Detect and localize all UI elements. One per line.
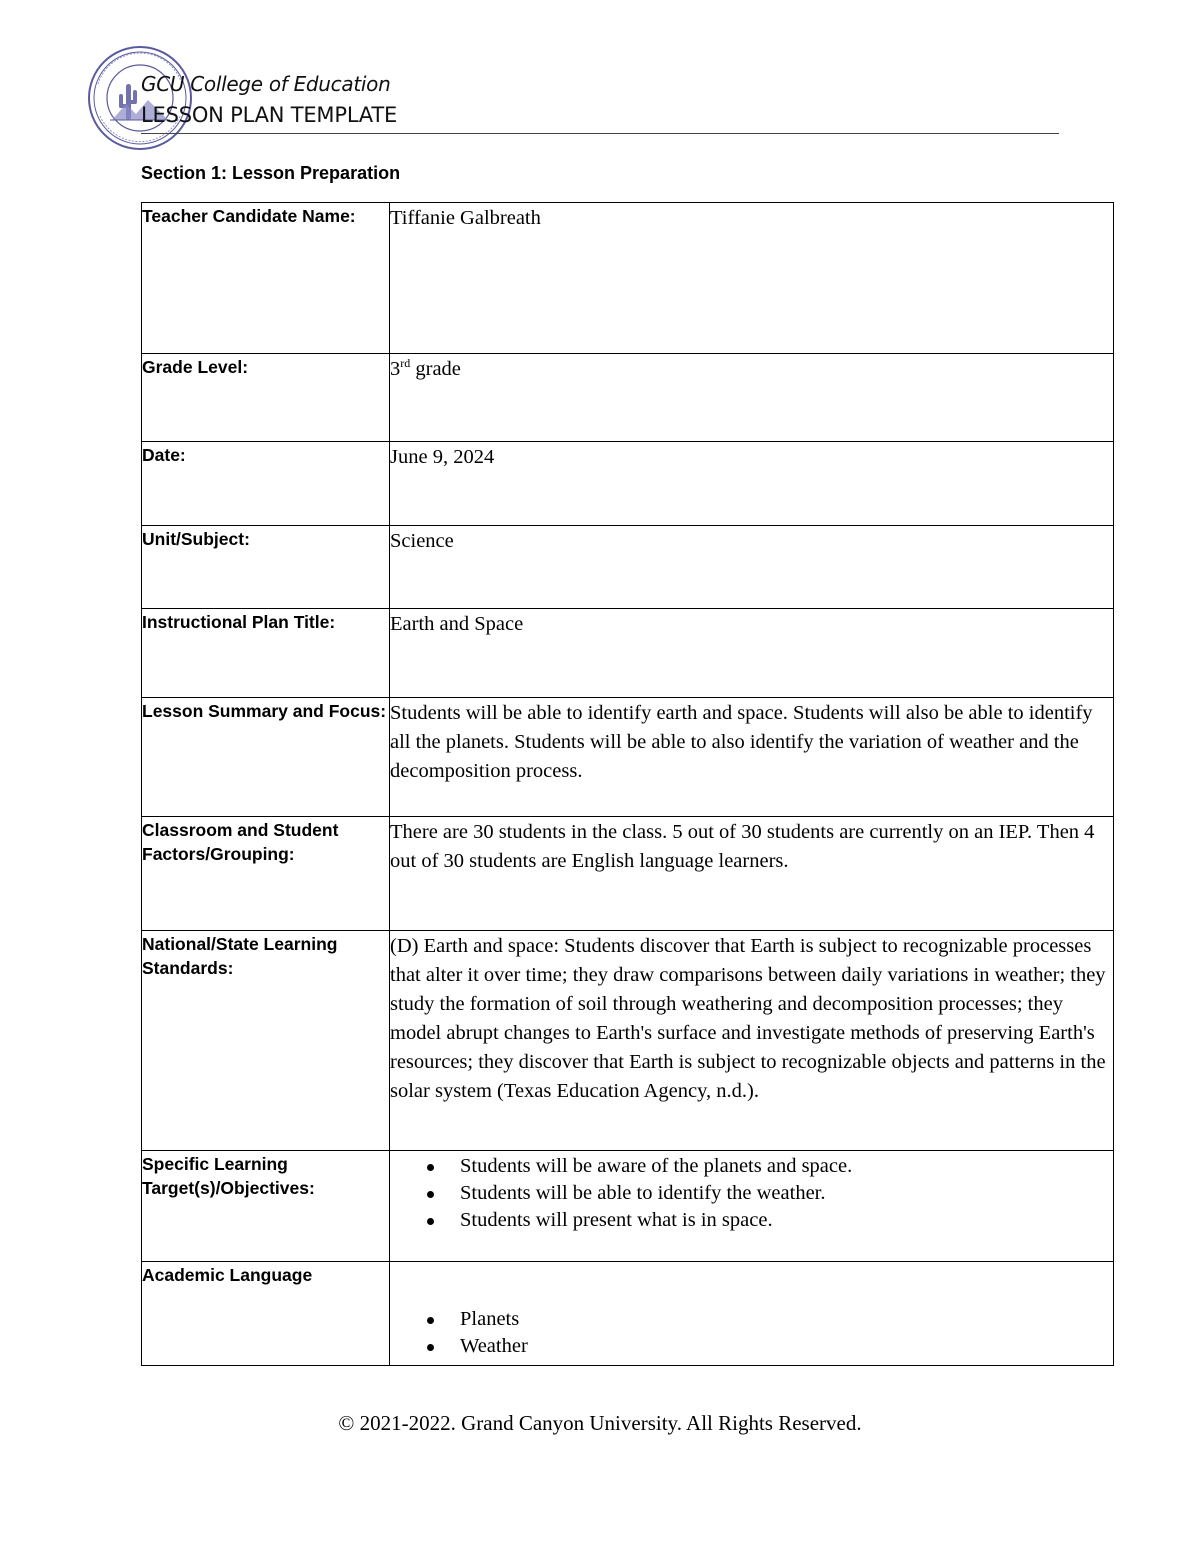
table-row bbox=[142, 817, 1114, 931]
row-label-classroom: Classroom and Student Factors/Grouping: bbox=[142, 820, 339, 864]
grade-ordinal-suffix: rd bbox=[400, 356, 411, 371]
list-item: Planets bbox=[390, 1306, 1113, 1333]
row-label-objectives: Specific Learning Target(s)/Objectives: bbox=[142, 1154, 315, 1198]
table-row bbox=[142, 609, 1114, 698]
row-value-grade bbox=[390, 354, 1113, 384]
gcu-seal-icon bbox=[86, 44, 194, 152]
table-row bbox=[142, 1151, 1114, 1262]
academic-language-list bbox=[390, 1306, 1113, 1360]
row-label-teacher: Teacher Candidate Name: bbox=[142, 206, 356, 226]
table-row bbox=[142, 203, 1114, 354]
lesson-plan-table bbox=[141, 202, 1114, 1366]
college-name: GCU College of Education bbox=[141, 72, 391, 96]
row-value-standards: (D) Earth and space: Students discover that Earth is subject to recognizable processes that alter it over time; they draw comparisons between daily variations in weather; they study the formation of soil through weathering and decomposition processes; they model abrupt changes to Earth's surface and investigate methods of preserving Earth's resources; they discover that Earth is subject to recognizable objects and patterns in the solar system (Texas Education Agency, n.d.). bbox=[390, 935, 1106, 1102]
table-row bbox=[142, 698, 1114, 817]
list-item: Students will be aware of the planets and space. bbox=[390, 1153, 1113, 1180]
table-row bbox=[142, 526, 1114, 609]
table-row bbox=[142, 354, 1114, 442]
row-label-title: Instructional Plan Title: bbox=[142, 612, 336, 632]
template-title: LESSON PLAN TEMPLATE bbox=[141, 103, 398, 127]
row-value-date: June 9, 2024 bbox=[390, 446, 495, 468]
row-value-classroom: There are 30 students in the class. 5 out of 30 students are currently on an IEP. Then 4 out of 30 students are English language learners. bbox=[390, 821, 1095, 872]
row-label-grade: Grade Level: bbox=[142, 357, 249, 377]
objectives-list bbox=[390, 1153, 1113, 1234]
table-row bbox=[142, 442, 1114, 526]
table-row bbox=[142, 1262, 1114, 1366]
list-item: Students will be able to identify the weather. bbox=[390, 1180, 1113, 1207]
row-label-subject: Unit/Subject: bbox=[142, 529, 250, 549]
row-label-academic: Academic Language bbox=[142, 1265, 313, 1285]
copyright-footer: © 2021-2022. Grand Canyon University. All Rights Reserved. bbox=[338, 1411, 862, 1435]
list-item: Weather bbox=[390, 1333, 1113, 1360]
section-title: Section 1: Lesson Preparation bbox=[141, 163, 401, 183]
header-divider bbox=[141, 133, 1059, 134]
row-label-summary: Lesson Summary and Focus: bbox=[142, 701, 387, 721]
list-item: Students will present what is in space. bbox=[390, 1207, 1113, 1234]
table-row bbox=[142, 931, 1114, 1151]
row-value-subject: Science bbox=[390, 530, 454, 552]
row-value-summary: Students will be able to identify earth and space. Students will also be able to identify all the planets. Students will be able to also identify the variation of weather and the decomposition process. bbox=[390, 702, 1093, 782]
grade-number: 3 bbox=[390, 358, 401, 380]
row-value-title: Earth and Space bbox=[390, 613, 524, 635]
row-value-teacher: Tiffanie Galbreath bbox=[390, 207, 541, 229]
row-label-date: Date: bbox=[142, 445, 186, 465]
grade-word: grade bbox=[410, 358, 461, 380]
row-label-standards: National/State Learning Standards: bbox=[142, 934, 338, 978]
